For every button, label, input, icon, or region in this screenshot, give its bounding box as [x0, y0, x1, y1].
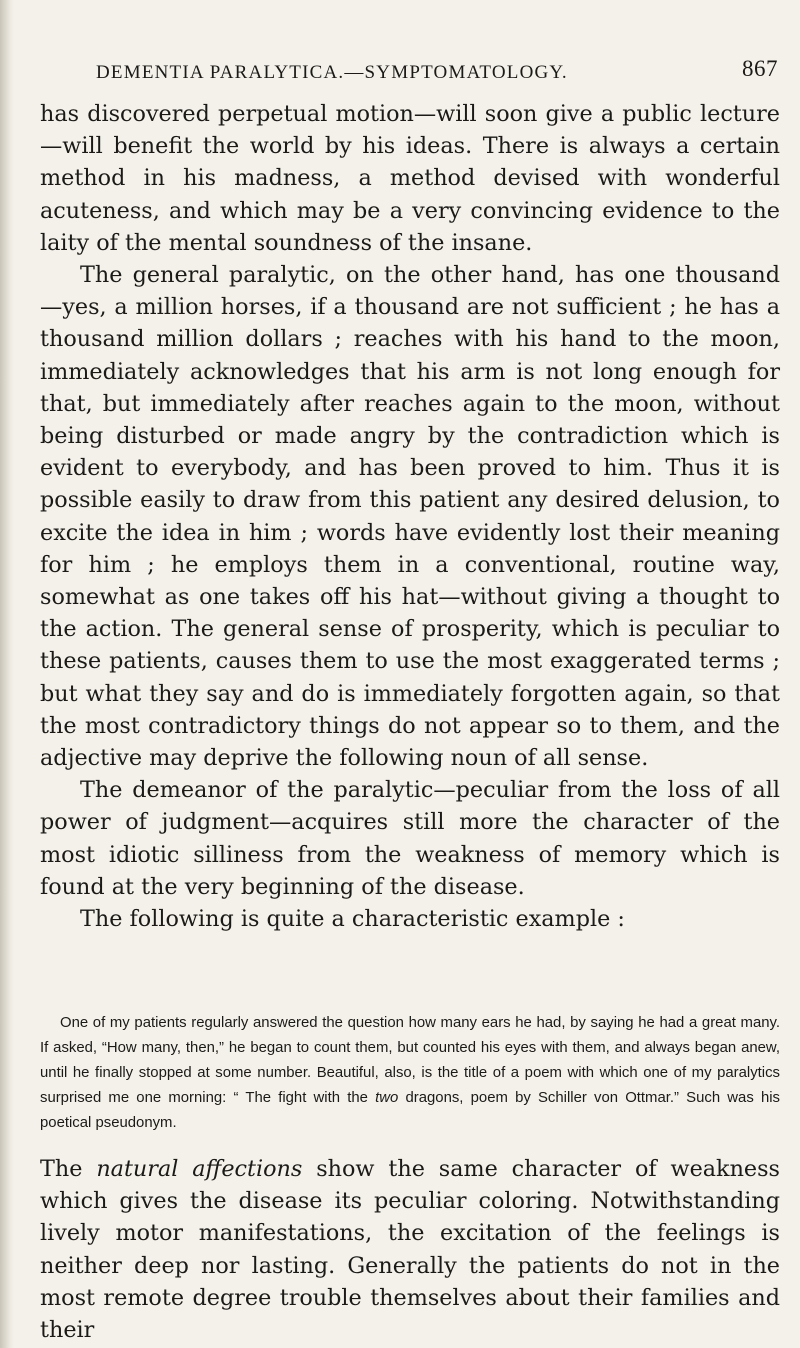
paragraph-4: The following is quite a characteristic example : — [80, 906, 625, 933]
main-text-continued — [40, 1153, 780, 1346]
page-edge-shadow — [0, 0, 14, 1348]
paragraph-3: The demeanor of the paralytic—peculiar from the loss of all power of judgment—acquires still more the character of the most idiotic silliness from the weakness of memory which is found at the very beginning of the disease. — [40, 777, 780, 900]
running-title: DEMENTIA PARALYTICA.—SYMPTOMATOLOGY. — [96, 62, 568, 83]
p5-rest: show the same character of weakness which gives the disease its peculiar coloring. Notwithstanding lively motor manifestations, the excitation of the feelings is neither deep nor lasting. Generally the patients do not in the most remote degree trouble themselves about their families and their — [40, 1156, 781, 1344]
paragraph-1: has discovered perpetual motion—will soon give a public lecture —will benefit the world by his ideas. There is always a certain method in his madness, a method devised with wonderful acuteness, and which may be a very convincing evidence to the laity of the mental soundness of the insane. — [40, 101, 780, 256]
running-header — [96, 56, 778, 88]
extract-italic: two — [375, 1089, 399, 1106]
paragraph-2: The general paralytic, on the other hand, has one thousand —yes, a million horses, if a thousand are not sufficient ; he has a thousand million dollars ; reaches with his hand to the moon, immediately acknowledges that his arm is not long enough for that, but immediately after reaches again to the moon, without being disturbed or made angry by the contradiction which is evident to everybody, and has been proved to him. Thus it is possible easily to draw from this patient any desired delusion, to excite the idea in him ; words have evidently lost their meaning for him ; he employs them in a conventional, routine way, somewhat as one takes off his hat—without giving a thought to the action. The general sense of prosperity, which is peculiar to these patients, causes them to use the most exaggerated terms ; but what they say and do is immediately forgotten again, so that the most contradictory things do not appear so to them, and the adjective may deprive the following noun of all sense. — [40, 262, 780, 772]
extract-text-2: dragons, poem by Schiller von Ottmar.” Such was his poetical pseudonym. — [40, 1089, 781, 1131]
case-extract — [40, 1011, 780, 1136]
page-number: 867 — [742, 56, 778, 81]
extract-text-1: One of my patients regularly answered the question how many ears he had, by saying he had a great many. If asked, “How many, then,” he began to count them, but counted his eyes with them, and always began anew, until he finally stopped at some number. Beautiful, also, is the title of a poem with which one of my paralytics surprised me one morning: “ The fight with the — [40, 1015, 780, 1106]
main-text — [40, 98, 780, 935]
p5-italic: natural affections — [96, 1156, 303, 1182]
extract-paragraph — [40, 1011, 780, 1136]
p5-start: The — [40, 1156, 83, 1182]
paragraph-5 — [40, 1153, 780, 1346]
